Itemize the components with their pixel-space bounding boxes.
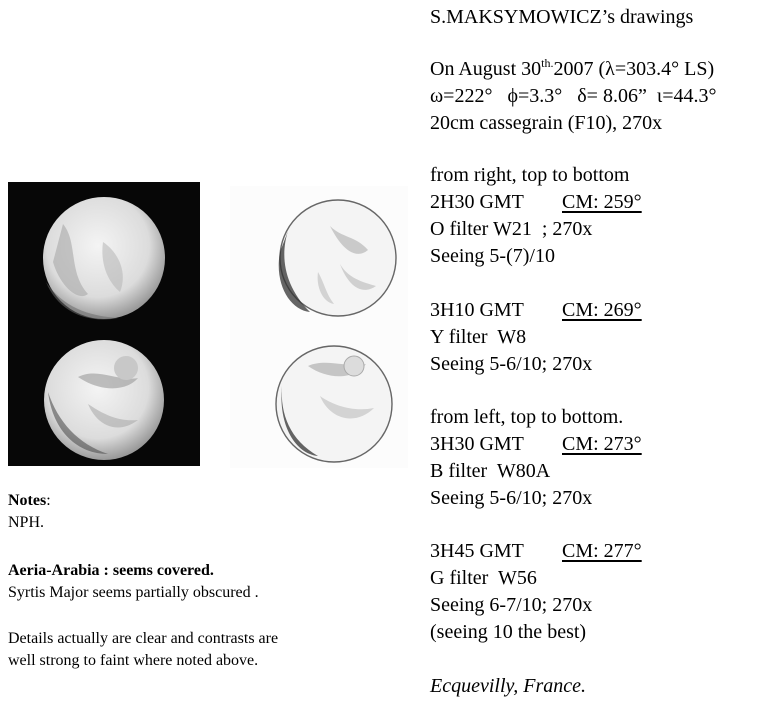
- obs1-time: 2H30 GMT: [430, 191, 524, 213]
- observation-parameters: ω=222° ϕ=3.3° δ= 8.06” ι=44.3°: [430, 85, 717, 107]
- obs2-cm: CM: 269°: [562, 299, 642, 321]
- obs3-cm: CM: 273°: [562, 433, 642, 455]
- group-right-heading: from right, top to bottom: [430, 164, 630, 186]
- notes-heading: [8, 490, 51, 512]
- dark-drawings-panel: [8, 182, 200, 466]
- dark-mars-drawings: [8, 182, 200, 466]
- notes-details-line2: well strong to faint where noted above.: [8, 652, 259, 669]
- obs1-filter: O filter W21 ; 270x: [430, 218, 593, 240]
- telescope-info: 20cm cassegrain (F10), 270x: [430, 112, 663, 134]
- notes-syrtis: Syrtis Major seems partially obscured .: [8, 584, 259, 601]
- notes-label: Notes: [8, 492, 47, 509]
- location: Ecquevilly, France.: [430, 675, 587, 697]
- obs4-filter: G filter W56: [430, 567, 537, 589]
- obs4-note: (seeing 10 the best): [430, 621, 587, 643]
- notes-details-line1: Details actually are clear and contrasts are: [8, 630, 279, 647]
- obs1-seeing: Seeing 5-(7)/10: [430, 245, 555, 267]
- notes-colon: :: [46, 492, 51, 509]
- page-title: S.MAKSYMOWICZ’s drawings: [430, 6, 694, 28]
- obs2-filter: Y filter W8: [430, 326, 527, 348]
- obs1-cm: CM: 259°: [562, 191, 642, 213]
- date-prefix: On August 30: [430, 58, 542, 80]
- obs3-time: 3H30 GMT: [430, 433, 524, 455]
- obs3-filter: B filter W80A: [430, 460, 551, 482]
- observation-date: [430, 56, 714, 83]
- obs4-time: 3H45 GMT: [430, 540, 524, 562]
- obs3-seeing: Seeing 5-6/10; 270x: [430, 487, 593, 509]
- date-superscript: th.: [541, 56, 554, 70]
- obs2-time: 3H10 GMT: [430, 299, 524, 321]
- obs4-cm: CM: 277°: [562, 540, 642, 562]
- obs4-seeing: Seeing 6-7/10; 270x: [430, 594, 593, 616]
- mars-disk-bottom-left: [44, 340, 164, 460]
- mars-disk-top-right: [279, 200, 396, 316]
- mars-disk-bottom-right: [276, 346, 392, 462]
- light-drawings-panel: [230, 186, 408, 468]
- notes-nph: NPH.: [8, 514, 45, 531]
- mars-disk-top-left: [43, 197, 165, 320]
- notes-aeria: Aeria-Arabia : seems covered.: [8, 562, 214, 579]
- group-left-heading: from left, top to bottom.: [430, 406, 624, 428]
- date-suffix: 2007 (λ=303.4° LS): [553, 58, 715, 80]
- light-mars-drawings: [230, 186, 408, 468]
- obs2-seeing: Seeing 5-6/10; 270x: [430, 353, 593, 375]
